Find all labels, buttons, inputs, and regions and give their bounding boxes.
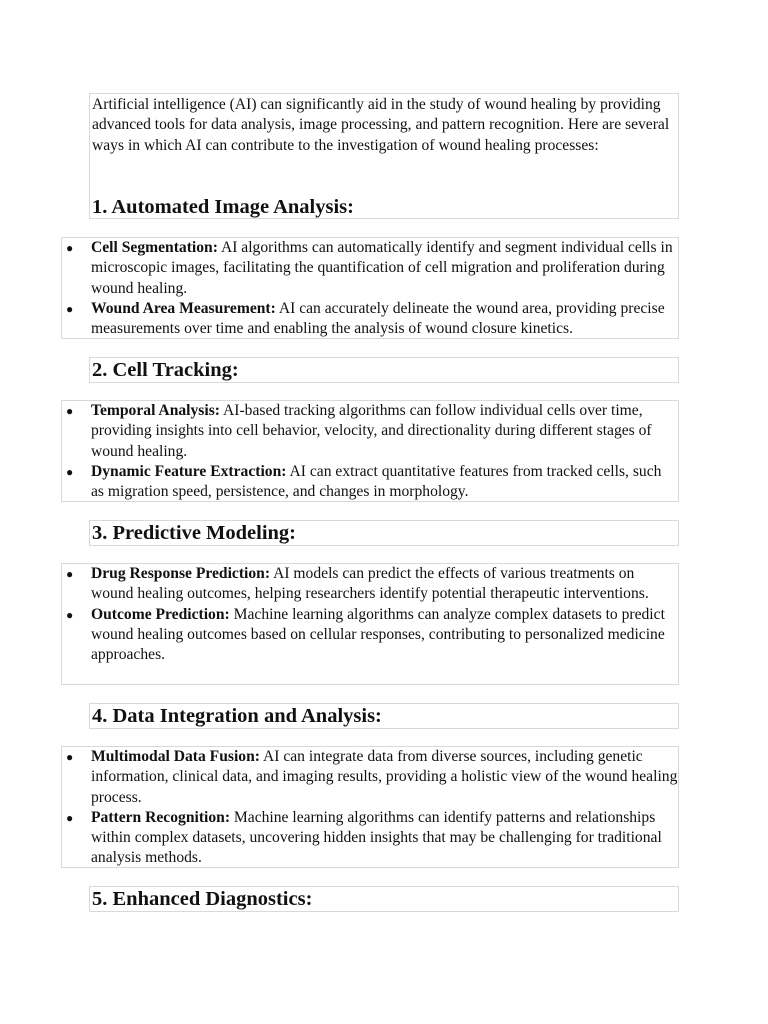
item-term: Pattern Recognition: (91, 808, 231, 826)
bullet-icon: ● (66, 750, 74, 764)
list-item (62, 462, 678, 503)
item-text: AI algorithms can automatically identify and segment individual cells in microscopic images, facilitating the quantification of cell migration and proliferation during wound healing. (91, 239, 673, 297)
bullet-icon: ● (66, 241, 74, 255)
intro-block (89, 93, 679, 219)
section-1-list (61, 237, 679, 339)
item-text: AI models can predict the effects of various treatments on wound healing outcomes, helping researchers identify potential therapeutic interventions. (91, 565, 649, 603)
bullet-icon: ● (66, 810, 74, 825)
item-text: Machine learning algorithms can identify patterns and relationships within complex datasets, uncovering hidden insights that may be challenging for traditional analysis methods. (91, 808, 662, 867)
list-item (62, 401, 678, 462)
list-item (62, 605, 678, 666)
item-text: AI-based tracking algorithms can follow individual cells over time, providing insights into cell behavior, velocity, and directionality during different stages of wound healing. (91, 402, 652, 460)
section-4-list (61, 746, 679, 868)
section-heading-3: 3. Predictive Modeling: (92, 522, 297, 544)
item-term: Temporal Analysis: (91, 402, 220, 419)
section-heading-2: 2. Cell Tracking: (92, 359, 239, 381)
item-term: Cell Segmentation: (91, 239, 218, 256)
item-term: Multimodal Data Fusion: (91, 748, 260, 765)
bullet-icon: ● (66, 301, 74, 316)
bullet-icon: ● (66, 607, 74, 622)
section-5-heading-box (89, 886, 679, 912)
item-text: AI can integrate data from diverse sources, including genetic information, clinical data, and imaging results, providing a holistic view of the wound healing process. (91, 748, 678, 806)
list-item (62, 808, 678, 869)
item-term: Outcome Prediction: (91, 605, 230, 623)
item-text: AI can accurately delineate the wound area, providing precise measurements over time and enabling the analysis of wound closure kinetics. (91, 299, 665, 338)
item-term: Dynamic Feature Extraction: (91, 462, 287, 480)
section-2-list (61, 400, 679, 502)
item-term: Drug Response Prediction: (91, 565, 271, 582)
list-item (62, 564, 678, 605)
section-4-heading-box (89, 703, 679, 729)
section-heading-1: 1. Automated Image Analysis: (92, 196, 354, 218)
list-item (62, 299, 678, 340)
bullet-icon: ● (66, 404, 74, 418)
bullet-icon: ● (66, 567, 74, 581)
item-term: Wound Area Measurement: (91, 299, 276, 317)
list-item (62, 747, 678, 808)
list-item (62, 238, 678, 299)
section-2-heading-box (89, 357, 679, 383)
intro-paragraph: Artificial intelligence (AI) can significantly aid in the study of wound healing by providing advanced tools for data analysis, image processing, and pattern recognition. Here are several ways in which AI can contribute to the investigation of wound healing processes: (92, 96, 670, 154)
section-3-heading-box (89, 520, 679, 546)
bullet-icon: ● (66, 464, 74, 479)
item-text: AI can extract quantitative features from tracked cells, such as migration speed, persistence, and changes in morphology. (91, 462, 662, 501)
section-3-list (61, 563, 679, 685)
item-text: Machine learning algorithms can analyze complex datasets to predict wound healing outcomes based on cellular responses, contributing to personalized medicine approaches. (91, 605, 665, 664)
section-heading-4: 4. Data Integration and Analysis: (92, 705, 382, 727)
section-heading-5: 5. Enhanced Diagnostics: (92, 888, 313, 910)
